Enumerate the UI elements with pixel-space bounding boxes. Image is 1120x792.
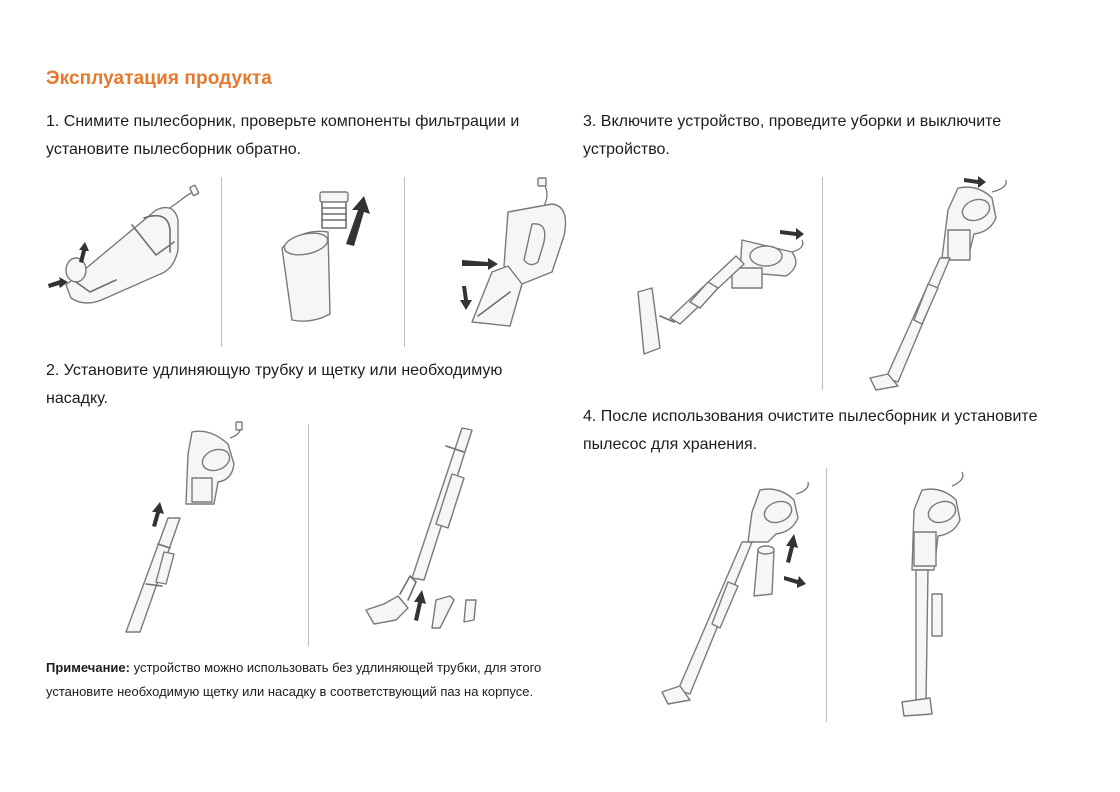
section-title: Эксплуатация продукта xyxy=(46,68,272,89)
step-4-text: 4. После использования очистите пылесборник и установите пылесос для хранения. xyxy=(583,408,1038,453)
vacuum-illustration-step2-attach-tube xyxy=(118,424,258,639)
step-1-text: 1. Снимите пылесборник, проверьте компоненты фильтрации и установите пылесборник обратно. xyxy=(46,113,520,158)
vacuum-illustration-step2-accessories xyxy=(356,424,496,629)
note-paragraph xyxy=(46,656,566,704)
divider xyxy=(822,177,823,390)
divider xyxy=(308,424,309,646)
vacuum-illustration-step1-install-bin xyxy=(452,176,572,336)
vacuum-illustration-step1-filter xyxy=(262,188,382,328)
vacuum-illustration-step3-standing xyxy=(862,174,1022,394)
vacuum-illustration-step4-storage xyxy=(898,470,1008,720)
vacuum-illustration-step3-in-use xyxy=(632,222,812,362)
vacuum-illustration-step1-remove-bin xyxy=(46,180,216,320)
divider xyxy=(826,468,827,722)
note-label: Примечание: xyxy=(46,660,130,675)
step-3-text: 3. Включите устройство, проведите уборки и выключите устройство. xyxy=(583,113,1002,158)
step-2-text: 2. Установите удлиняющую трубку и щетку или необходимую насадку. xyxy=(46,362,503,407)
vacuum-illustration-step4-clean-bin xyxy=(656,472,816,712)
divider xyxy=(404,177,405,347)
divider xyxy=(221,177,222,347)
note-text: устройство можно использовать без удлиняющей трубки, для этого установите необходимую щетку или насадку в соответствующий паз на корпусе. xyxy=(46,660,542,699)
